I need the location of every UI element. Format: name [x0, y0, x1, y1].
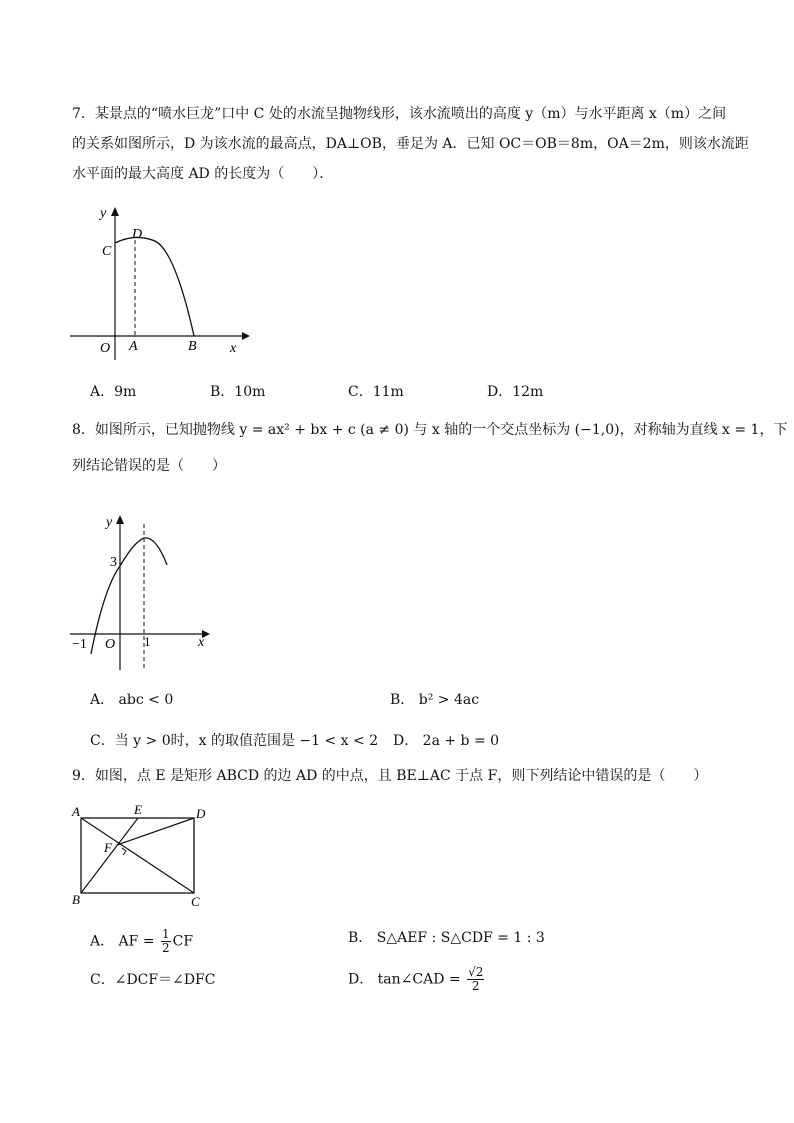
q9-label-c: C: [191, 894, 200, 909]
q8-option-b[interactable]: B． b² > 4ac: [390, 692, 480, 708]
q8-option-d[interactable]: D． 2a + b = 0: [393, 733, 500, 749]
q9-text-line-1: 9．如图，点 E 是矩形 ABCD 的边 AD 的中点，且 BE⊥AC 于点 F，则下列结论中错误的是（ ）: [72, 768, 708, 784]
q8-label-3: 3: [110, 555, 117, 570]
q9-option-a-fraction: [161, 928, 171, 955]
q7-label-x: x: [230, 341, 237, 356]
q7-option-b[interactable]: B．10m: [210, 384, 266, 400]
q9-label-a: A: [72, 804, 80, 819]
q9-segment-ac: [81, 818, 194, 893]
q9-option-a-suffix: CF: [172, 933, 194, 950]
q9-option-d-fraction: [467, 966, 484, 993]
q8-label-neg1: −1: [72, 637, 87, 652]
q8-parabola-graph: [64, 508, 224, 676]
q8-label-o: O: [105, 637, 116, 652]
q9-segment-be: [81, 818, 138, 893]
q9-label-d: D: [196, 806, 206, 821]
q9-option-a-prefix: A． AF =: [90, 933, 160, 950]
q7-parabola: [115, 237, 194, 336]
q8-option-a[interactable]: A． abc < 0: [90, 692, 174, 708]
q7-y-arrow: [111, 207, 119, 216]
q7-text-line-1: 7．某景点的“喷水巨龙”口中 C 处的水流呈抛物线形，该水流喷出的高度 y（m）与水平距离 x（m）之间: [72, 106, 727, 122]
q9-option-d[interactable]: [348, 966, 486, 993]
q7-label-d: D: [132, 227, 143, 242]
q9-option-c[interactable]: C．∠DCF＝∠DFC: [90, 972, 216, 988]
q9-right-angle-mark: [122, 848, 126, 855]
q7-option-d[interactable]: D．12m: [487, 384, 544, 400]
q8-label-x: x: [198, 635, 205, 650]
q8-parabola: [91, 538, 167, 654]
q9-segment-df: [117, 818, 194, 845]
q7-text-line-2: 的关系如图所示，D 为该水流的最高点，DA⊥OB，垂足为 A．已知 OC＝OB＝8m，OA＝2m，则该水流距: [72, 136, 749, 152]
q7-label-y: y: [100, 206, 107, 221]
q7-label-b: B: [188, 339, 197, 354]
q8-text-line-2: 列结论错误的是（ ）: [72, 458, 226, 474]
q9-option-b[interactable]: B． S△AEF : S△CDF = 1 : 3: [348, 930, 545, 946]
q9-option-d-prefix: D． tan∠CAD =: [348, 971, 466, 988]
q7-label-a: A: [129, 339, 138, 354]
q9-option-a-numerator: 1: [162, 927, 170, 941]
q9-option-d-numerator: √2: [468, 965, 484, 979]
q7-x-arrow: [242, 332, 250, 340]
q8-text-line-1: 8．如图所示，已知抛物线 y = ax² + bx + c (a ≠ 0) 与 x 轴的一个交点坐标为 (−1,0)，对称轴为直线 x = 1，下: [72, 422, 788, 438]
q9-option-a-denominator: 2: [162, 941, 170, 955]
q7-parabola-graph: [64, 200, 254, 365]
q7-label-o: O: [100, 341, 111, 356]
q9-rectangle-figure: [64, 800, 224, 910]
q9-label-b: B: [72, 892, 80, 907]
q7-label-c: C: [102, 244, 112, 259]
q8-label-y: y: [106, 515, 113, 530]
q8-option-c[interactable]: C．当 y > 0时，x 的取值范围是 −1 < x < 2: [90, 733, 379, 749]
q7-option-c[interactable]: C．11m: [348, 384, 404, 400]
q9-label-e: E: [134, 802, 142, 817]
q9-option-a[interactable]: [90, 928, 193, 955]
q8-label-1: 1: [144, 634, 151, 649]
q7-option-a[interactable]: A．9m: [90, 384, 137, 400]
q7-text-line-3: 水平面的最大高度 AD 的长度为（ ）．: [72, 166, 334, 182]
q8-y-arrow: [116, 515, 124, 524]
q9-option-d-denominator: 2: [471, 979, 480, 993]
q9-label-f: F: [104, 840, 112, 855]
